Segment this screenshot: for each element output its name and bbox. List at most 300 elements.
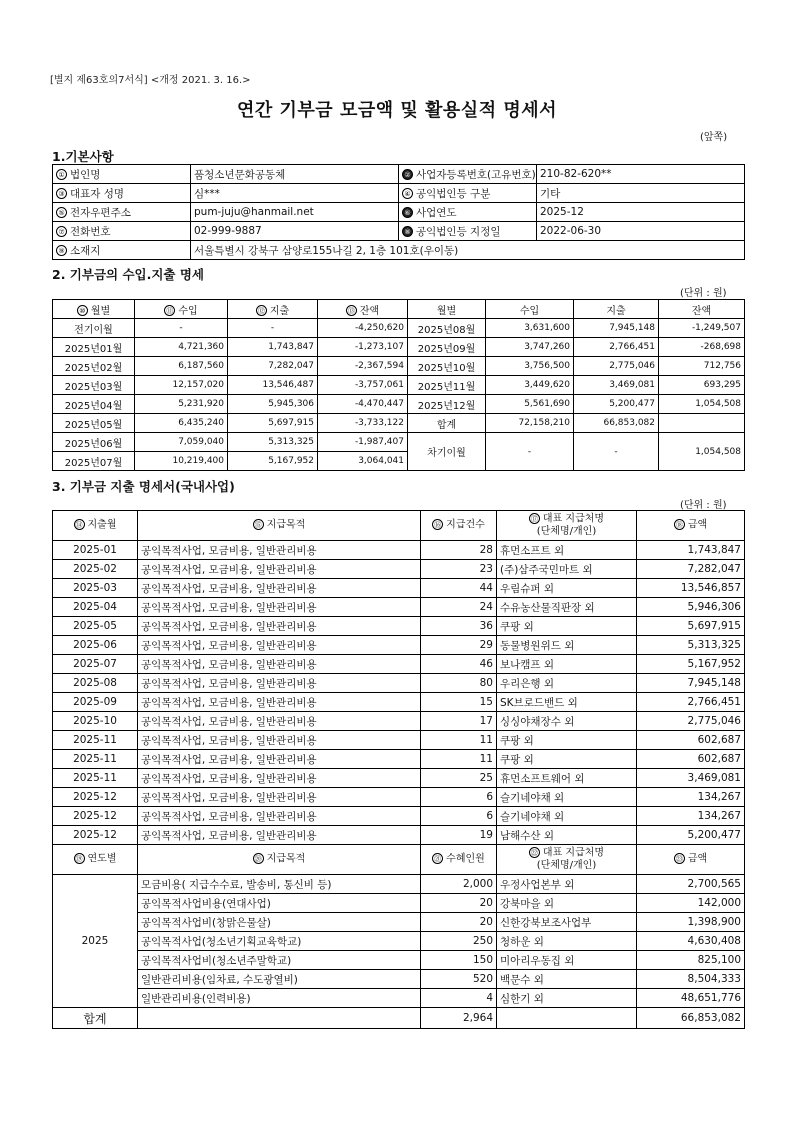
column-header-sublabel: (단체명/개인) bbox=[536, 859, 597, 871]
payee-cell: 신한강북보조사업부 bbox=[497, 913, 637, 932]
expense-cell: 7,282,047 bbox=[228, 357, 318, 376]
circled-number-icon: ② bbox=[402, 169, 413, 180]
section2-title: 2. 기부금의 수입.지출 명세 bbox=[52, 267, 205, 282]
income-expense-table bbox=[52, 299, 745, 471]
table-header-row bbox=[53, 300, 745, 319]
field-label: 사업자등록번호(고유번호) bbox=[416, 168, 536, 181]
month-cell: 2025-10 bbox=[53, 712, 138, 731]
form-code: [별지 제63호의7서식] <개정 2021. 3. 16.> bbox=[50, 75, 251, 86]
amount-cell: 4,630,408 bbox=[637, 932, 745, 951]
table-row bbox=[53, 376, 745, 395]
payee-cell: 수유농산물직판장 외 bbox=[497, 598, 637, 617]
table-row bbox=[53, 338, 745, 357]
amount-cell: 5,167,952 bbox=[637, 655, 745, 674]
month-cell: 2025년07월 bbox=[53, 452, 135, 471]
payee-cell: 휴먼소프트웨어 외 bbox=[497, 769, 637, 788]
circled-number-icon: ⑬ bbox=[347, 307, 355, 315]
table-header-row bbox=[53, 845, 745, 875]
field-label-cell bbox=[399, 184, 537, 203]
income-cell: 12,157,020 bbox=[135, 376, 228, 395]
amount-cell: 2,700,565 bbox=[637, 875, 745, 894]
field-label-cell bbox=[53, 165, 191, 184]
table-row bbox=[53, 395, 745, 414]
table-row bbox=[53, 989, 745, 1008]
column-header-sublabel: (단체명/개인) bbox=[536, 525, 597, 537]
circled-number-icon: ① bbox=[56, 169, 67, 180]
month-cell: 2025년01월 bbox=[53, 338, 135, 357]
circled-number-icon: ㉑ bbox=[434, 855, 442, 864]
month-cell: 2025-11 bbox=[53, 769, 138, 788]
table-row bbox=[53, 894, 745, 913]
payee-cell: 청하운 외 bbox=[497, 932, 637, 951]
table-row bbox=[53, 750, 745, 769]
month-cell: 2025년11월 bbox=[408, 376, 486, 395]
expense-cell: 5,945,306 bbox=[228, 395, 318, 414]
column-header-label: 금액 bbox=[687, 519, 708, 531]
table-row bbox=[53, 560, 745, 579]
field-label: 대표자 성명 bbox=[70, 187, 125, 200]
month-cell: 2025년02월 bbox=[53, 357, 135, 376]
purpose-cell: 공익목적사업, 모금비용, 일반관리비용 bbox=[138, 769, 421, 788]
payee-cell: 쿠팡 외 bbox=[497, 617, 637, 636]
column-header bbox=[53, 511, 138, 541]
income-cell: 3,631,600 bbox=[486, 319, 574, 338]
count-cell: 29 bbox=[421, 636, 497, 655]
circled-number-icon: ⑮ bbox=[254, 521, 262, 530]
column-header-label: 지급건수 bbox=[446, 519, 485, 531]
income-cell: 4,721,360 bbox=[135, 338, 228, 357]
column-header bbox=[135, 300, 228, 319]
payee-cell: 쿠팡 외 bbox=[497, 731, 637, 750]
balance-cell: -1,273,107 bbox=[318, 338, 408, 357]
count-cell: 20 bbox=[421, 913, 497, 932]
purpose-cell: 공익목적사업, 모금비용, 일반관리비용 bbox=[138, 693, 421, 712]
table-row bbox=[53, 875, 745, 894]
column-header-label: 잔액 bbox=[359, 305, 380, 317]
table-row bbox=[53, 807, 745, 826]
section3-unit: (단위 : 원) bbox=[680, 500, 727, 511]
field-label: 법인명 bbox=[70, 168, 101, 181]
purpose-cell: 공익목적사업, 모금비용, 일반관리비용 bbox=[138, 731, 421, 750]
payee-cell: 미아리우동집 외 bbox=[497, 951, 637, 970]
amount-cell: 7,282,047 bbox=[637, 560, 745, 579]
month-cell: 차기이월 bbox=[408, 433, 486, 471]
count-cell: 23 bbox=[421, 560, 497, 579]
info-row bbox=[53, 203, 745, 222]
month-cell: 2025년03월 bbox=[53, 376, 135, 395]
count-cell: 46 bbox=[421, 655, 497, 674]
column-header-label: 수입 bbox=[178, 305, 198, 317]
front-label: (앞쪽) bbox=[700, 132, 728, 143]
month-cell: 합계 bbox=[408, 414, 486, 433]
expense-cell: 2,766,451 bbox=[574, 338, 659, 357]
column-header bbox=[138, 511, 421, 541]
table-row bbox=[53, 414, 745, 433]
amount-cell: 5,313,325 bbox=[637, 636, 745, 655]
circled-number-icon: ㉓ bbox=[675, 855, 683, 864]
field-label: 전자우편주소 bbox=[70, 206, 131, 219]
amount-cell: 602,687 bbox=[637, 731, 745, 750]
column-header bbox=[228, 300, 318, 319]
income-cell: 72,158,210 bbox=[486, 414, 574, 433]
total-amount: 66,853,082 bbox=[637, 1008, 745, 1029]
month-cell: 2025-03 bbox=[53, 579, 138, 598]
table-row bbox=[53, 357, 745, 376]
purpose-cell: 공익목적사업비용(연대사업) bbox=[138, 894, 421, 913]
income-cell: 3,756,500 bbox=[486, 357, 574, 376]
month-cell: 2025-12 bbox=[53, 807, 138, 826]
payee-cell: 동물병원위드 외 bbox=[497, 636, 637, 655]
month-cell: 2025-01 bbox=[53, 541, 138, 560]
column-header bbox=[637, 845, 745, 875]
count-cell: 36 bbox=[421, 617, 497, 636]
field-value: 품청소년문화공동체 bbox=[191, 165, 399, 184]
column-header-label: 수입 bbox=[519, 305, 540, 317]
column-header-label: 금액 bbox=[687, 853, 708, 865]
purpose-cell: 공익목적사업, 모금비용, 일반관리비용 bbox=[138, 788, 421, 807]
count-cell: 6 bbox=[421, 788, 497, 807]
expense-cell: 66,853,082 bbox=[574, 414, 659, 433]
balance-cell: 1,054,508 bbox=[659, 433, 745, 471]
amount-cell: 5,697,915 bbox=[637, 617, 745, 636]
circled-number-icon: ⑨ bbox=[56, 245, 67, 256]
field-label-cell bbox=[53, 203, 191, 222]
circled-number-icon: ⑭ bbox=[75, 521, 83, 530]
table-row bbox=[53, 788, 745, 807]
purpose-cell: 공익목적사업, 모금비용, 일반관리비용 bbox=[138, 655, 421, 674]
field-value: 기타 bbox=[537, 184, 745, 203]
empty-cell bbox=[138, 1008, 421, 1029]
month-cell: 2025-02 bbox=[53, 560, 138, 579]
expense-detail-table bbox=[52, 510, 745, 1029]
column-header-label: 수혜인원 bbox=[446, 853, 485, 865]
circled-number-icon: ⑪ bbox=[166, 307, 174, 315]
basic-info-table bbox=[52, 164, 745, 260]
payee-cell: 강북마을 외 bbox=[497, 894, 637, 913]
expense-cell: 1,743,847 bbox=[228, 338, 318, 357]
field-label: 사업연도 bbox=[416, 206, 457, 219]
count-cell: 44 bbox=[421, 579, 497, 598]
income-cell: 3,449,620 bbox=[486, 376, 574, 395]
balance-cell bbox=[659, 414, 745, 433]
balance-cell: 712,756 bbox=[659, 357, 745, 376]
table-row bbox=[53, 731, 745, 750]
purpose-cell: 공익목적사업, 모금비용, 일반관리비용 bbox=[138, 674, 421, 693]
count-cell: 520 bbox=[421, 970, 497, 989]
section2-unit: (단위 : 원) bbox=[680, 288, 727, 299]
purpose-cell: 공익목적사업, 모금비용, 일반관리비용 bbox=[138, 560, 421, 579]
balance-cell: -4,250,620 bbox=[318, 319, 408, 338]
month-cell: 2025-07 bbox=[53, 655, 138, 674]
field-label: 전화번호 bbox=[70, 225, 111, 238]
payee-cell: 심한기 외 bbox=[497, 989, 637, 1008]
balance-cell: -268,698 bbox=[659, 338, 745, 357]
payee-cell: 휴먼소프트 외 bbox=[497, 541, 637, 560]
circled-number-icon: ④ bbox=[402, 188, 413, 199]
purpose-cell: 공익목적사업, 모금비용, 일반관리비용 bbox=[138, 617, 421, 636]
amount-cell: 142,000 bbox=[637, 894, 745, 913]
field-value: 210-82-620** bbox=[537, 165, 745, 184]
purpose-cell: 공익목적사업(청소년기획교육학교) bbox=[138, 932, 421, 951]
amount-cell: 5,946,306 bbox=[637, 598, 745, 617]
payee-cell: 쿠팡 외 bbox=[497, 750, 637, 769]
amount-cell: 48,651,776 bbox=[637, 989, 745, 1008]
table-row bbox=[53, 826, 745, 845]
field-label-cell bbox=[53, 222, 191, 241]
column-header bbox=[421, 511, 497, 541]
purpose-cell: 일반관리비용(임차료, 수도광열비) bbox=[138, 970, 421, 989]
amount-cell: 7,945,148 bbox=[637, 674, 745, 693]
balance-cell: 1,054,508 bbox=[659, 395, 745, 414]
table-row bbox=[53, 932, 745, 951]
column-header bbox=[318, 300, 408, 319]
column-header-label: 대표 지급처명 bbox=[542, 847, 605, 859]
column-header-label: 잔액 bbox=[691, 305, 712, 317]
count-cell: 2,000 bbox=[421, 875, 497, 894]
expense-cell: 5,200,477 bbox=[574, 395, 659, 414]
field-label: 공익법인등 구분 bbox=[416, 187, 491, 200]
payee-cell: 슬기네야채 외 bbox=[497, 788, 637, 807]
balance-cell: -3,733,122 bbox=[318, 414, 408, 433]
circled-number-icon: ⑰ bbox=[530, 515, 538, 524]
circled-number-icon: ⑤ bbox=[56, 207, 67, 218]
column-header bbox=[659, 300, 745, 319]
amount-cell: 13,546,857 bbox=[637, 579, 745, 598]
purpose-cell: 모금비용( 지급수수료, 발송비, 통신비 등) bbox=[138, 875, 421, 894]
field-value: 서울특별시 강북구 삼양로155나길 2, 1층 101호(우이동) bbox=[191, 241, 745, 260]
expense-cell: - bbox=[228, 319, 318, 338]
table-row bbox=[53, 655, 745, 674]
month-cell: 2025년08월 bbox=[408, 319, 486, 338]
income-cell: 6,187,560 bbox=[135, 357, 228, 376]
purpose-cell: 공익목적사업비(창맑은물살) bbox=[138, 913, 421, 932]
circled-number-icon: ⑯ bbox=[434, 521, 442, 530]
column-header bbox=[53, 845, 138, 875]
column-header bbox=[574, 300, 659, 319]
purpose-cell: 공익목적사업, 모금비용, 일반관리비용 bbox=[138, 807, 421, 826]
income-cell: 10,219,400 bbox=[135, 452, 228, 471]
expense-cell: 5,313,325 bbox=[228, 433, 318, 452]
month-cell: 2025-08 bbox=[53, 674, 138, 693]
purpose-cell: 공익목적사업, 모금비용, 일반관리비용 bbox=[138, 598, 421, 617]
amount-cell: 825,100 bbox=[637, 951, 745, 970]
count-cell: 19 bbox=[421, 826, 497, 845]
purpose-cell: 공익목적사업, 모금비용, 일반관리비용 bbox=[138, 712, 421, 731]
circled-number-icon: ③ bbox=[56, 188, 67, 199]
column-header-label: 지출월 bbox=[87, 519, 117, 531]
count-cell: 4 bbox=[421, 989, 497, 1008]
month-cell: 2025년12월 bbox=[408, 395, 486, 414]
balance-cell: -2,367,594 bbox=[318, 357, 408, 376]
purpose-cell: 공익목적사업비(청소년주말학교) bbox=[138, 951, 421, 970]
month-cell: 2025-11 bbox=[53, 731, 138, 750]
count-cell: 25 bbox=[421, 769, 497, 788]
circled-number-icon: ㉒ bbox=[530, 849, 538, 858]
month-cell: 2025년09월 bbox=[408, 338, 486, 357]
income-cell: - bbox=[486, 433, 574, 471]
expense-cell: 7,945,148 bbox=[574, 319, 659, 338]
month-cell: 2025-11 bbox=[53, 750, 138, 769]
payee-cell: 우림슈퍼 외 bbox=[497, 579, 637, 598]
expense-cell: 2,775,046 bbox=[574, 357, 659, 376]
month-cell: 전기이월 bbox=[53, 319, 135, 338]
empty-cell bbox=[497, 1008, 637, 1029]
count-cell: 80 bbox=[421, 674, 497, 693]
purpose-cell: 일반관리비용(인력비용) bbox=[138, 989, 421, 1008]
circled-number-icon: ⑧ bbox=[402, 226, 413, 237]
table-row bbox=[53, 541, 745, 560]
column-header bbox=[497, 845, 637, 875]
balance-cell: -1,987,407 bbox=[318, 433, 408, 452]
field-label-cell bbox=[53, 241, 191, 260]
amount-cell: 5,200,477 bbox=[637, 826, 745, 845]
column-header bbox=[53, 300, 135, 319]
column-header-label: 지출 bbox=[269, 305, 290, 317]
purpose-cell: 공익목적사업, 모금비용, 일반관리비용 bbox=[138, 541, 421, 560]
amount-cell: 134,267 bbox=[637, 788, 745, 807]
column-header bbox=[486, 300, 574, 319]
field-label-cell bbox=[399, 203, 537, 222]
table-row bbox=[53, 951, 745, 970]
income-cell: 7,059,040 bbox=[135, 433, 228, 452]
column-header bbox=[497, 511, 637, 541]
column-header-label: 연도별 bbox=[87, 853, 117, 865]
balance-cell: 693,295 bbox=[659, 376, 745, 395]
section3-title: 3. 기부금 지출 명세서(국내사업) bbox=[52, 479, 235, 494]
purpose-cell: 공익목적사업, 모금비용, 일반관리비용 bbox=[138, 636, 421, 655]
table-row bbox=[53, 319, 745, 338]
month-cell: 2025-06 bbox=[53, 636, 138, 655]
field-label-cell bbox=[399, 222, 537, 241]
amount-cell: 134,267 bbox=[637, 807, 745, 826]
payee-cell: 보나캠프 외 bbox=[497, 655, 637, 674]
amount-cell: 602,687 bbox=[637, 750, 745, 769]
month-cell: 2025년04월 bbox=[53, 395, 135, 414]
balance-cell: -1,249,507 bbox=[659, 319, 745, 338]
table-row bbox=[53, 617, 745, 636]
amount-cell: 2,775,046 bbox=[637, 712, 745, 731]
total-label: 합계 bbox=[53, 1008, 138, 1029]
count-cell: 6 bbox=[421, 807, 497, 826]
column-header bbox=[138, 845, 421, 875]
circled-number-icon: ⑳ bbox=[254, 855, 262, 864]
payee-cell: 우정사업본부 외 bbox=[497, 875, 637, 894]
field-value: 2025-12 bbox=[537, 203, 745, 222]
amount-cell: 1,743,847 bbox=[637, 541, 745, 560]
income-cell: 6,435,240 bbox=[135, 414, 228, 433]
section1-title: 1.기본사항 bbox=[52, 149, 114, 164]
circled-number-icon: ⑫ bbox=[257, 307, 265, 315]
column-header bbox=[637, 511, 745, 541]
info-row bbox=[53, 222, 745, 241]
payee-cell: 남해수산 외 bbox=[497, 826, 637, 845]
info-row bbox=[53, 184, 745, 203]
field-label-cell bbox=[53, 184, 191, 203]
total-count: 2,964 bbox=[421, 1008, 497, 1029]
table-header-row bbox=[53, 511, 745, 541]
count-cell: 11 bbox=[421, 731, 497, 750]
balance-cell: 3,064,041 bbox=[318, 452, 408, 471]
amount-cell: 1,398,900 bbox=[637, 913, 745, 932]
month-cell: 2025년05월 bbox=[53, 414, 135, 433]
payee-cell: 싱싱야채장수 외 bbox=[497, 712, 637, 731]
month-cell: 2025-09 bbox=[53, 693, 138, 712]
circled-number-icon: ⑲ bbox=[75, 855, 83, 864]
income-cell: 5,561,690 bbox=[486, 395, 574, 414]
circled-number-icon: ⑱ bbox=[675, 521, 683, 530]
table-row bbox=[53, 579, 745, 598]
month-cell: 2025년10월 bbox=[408, 357, 486, 376]
column-header-label: 지출 bbox=[606, 305, 626, 317]
table-row bbox=[53, 433, 745, 452]
count-cell: 24 bbox=[421, 598, 497, 617]
expense-cell: 5,697,915 bbox=[228, 414, 318, 433]
amount-cell: 3,469,081 bbox=[637, 769, 745, 788]
purpose-cell: 공익목적사업, 모금비용, 일반관리비용 bbox=[138, 579, 421, 598]
field-value: pum-juju@hanmail.net bbox=[191, 203, 399, 222]
balance-cell: -4,470,447 bbox=[318, 395, 408, 414]
payee-cell: SK브로드밴드 외 bbox=[497, 693, 637, 712]
count-cell: 20 bbox=[421, 894, 497, 913]
count-cell: 11 bbox=[421, 750, 497, 769]
count-cell: 17 bbox=[421, 712, 497, 731]
year-cell: 2025 bbox=[53, 875, 138, 1008]
payee-cell: 슬기네야채 외 bbox=[497, 807, 637, 826]
payee-cell: 우리은행 외 bbox=[497, 674, 637, 693]
column-header-label: 지급목적 bbox=[266, 853, 306, 865]
table-row bbox=[53, 674, 745, 693]
field-value: 심*** bbox=[191, 184, 399, 203]
field-label-cell bbox=[399, 165, 537, 184]
income-cell: - bbox=[135, 319, 228, 338]
count-cell: 28 bbox=[421, 541, 497, 560]
expense-cell: 13,546,487 bbox=[228, 376, 318, 395]
table-row bbox=[53, 970, 745, 989]
field-label: 공익법인등 지정일 bbox=[416, 225, 501, 238]
table-row bbox=[53, 712, 745, 731]
field-label: 소재지 bbox=[70, 244, 101, 257]
column-header-label: 월별 bbox=[90, 305, 111, 317]
table-row bbox=[53, 636, 745, 655]
circled-number-icon: ⑩ bbox=[77, 305, 88, 316]
count-cell: 250 bbox=[421, 932, 497, 951]
income-cell: 3,747,260 bbox=[486, 338, 574, 357]
page-title: 연간 기부금 모금액 및 활용실적 명세서 bbox=[236, 100, 558, 121]
column-header-label: 월별 bbox=[436, 305, 457, 317]
info-row bbox=[53, 241, 745, 260]
month-cell: 2025-12 bbox=[53, 788, 138, 807]
purpose-cell: 공익목적사업, 모금비용, 일반관리비용 bbox=[138, 750, 421, 769]
month-cell: 2025-04 bbox=[53, 598, 138, 617]
table-row bbox=[53, 769, 745, 788]
field-value: 02-999-9887 bbox=[191, 222, 399, 241]
month-cell: 2025-05 bbox=[53, 617, 138, 636]
income-cell: 5,231,920 bbox=[135, 395, 228, 414]
expense-cell: 5,167,952 bbox=[228, 452, 318, 471]
month-cell: 2025-12 bbox=[53, 826, 138, 845]
column-header bbox=[408, 300, 486, 319]
expense-cell: - bbox=[574, 433, 659, 471]
field-value: 2022-06-30 bbox=[537, 222, 745, 241]
column-header-label: 지급목적 bbox=[266, 519, 306, 531]
expense-cell: 3,469,081 bbox=[574, 376, 659, 395]
count-cell: 15 bbox=[421, 693, 497, 712]
circled-number-icon: ⑥ bbox=[402, 207, 413, 218]
count-cell: 150 bbox=[421, 951, 497, 970]
total-row bbox=[53, 1008, 745, 1029]
table-row bbox=[53, 693, 745, 712]
table-row bbox=[53, 598, 745, 617]
